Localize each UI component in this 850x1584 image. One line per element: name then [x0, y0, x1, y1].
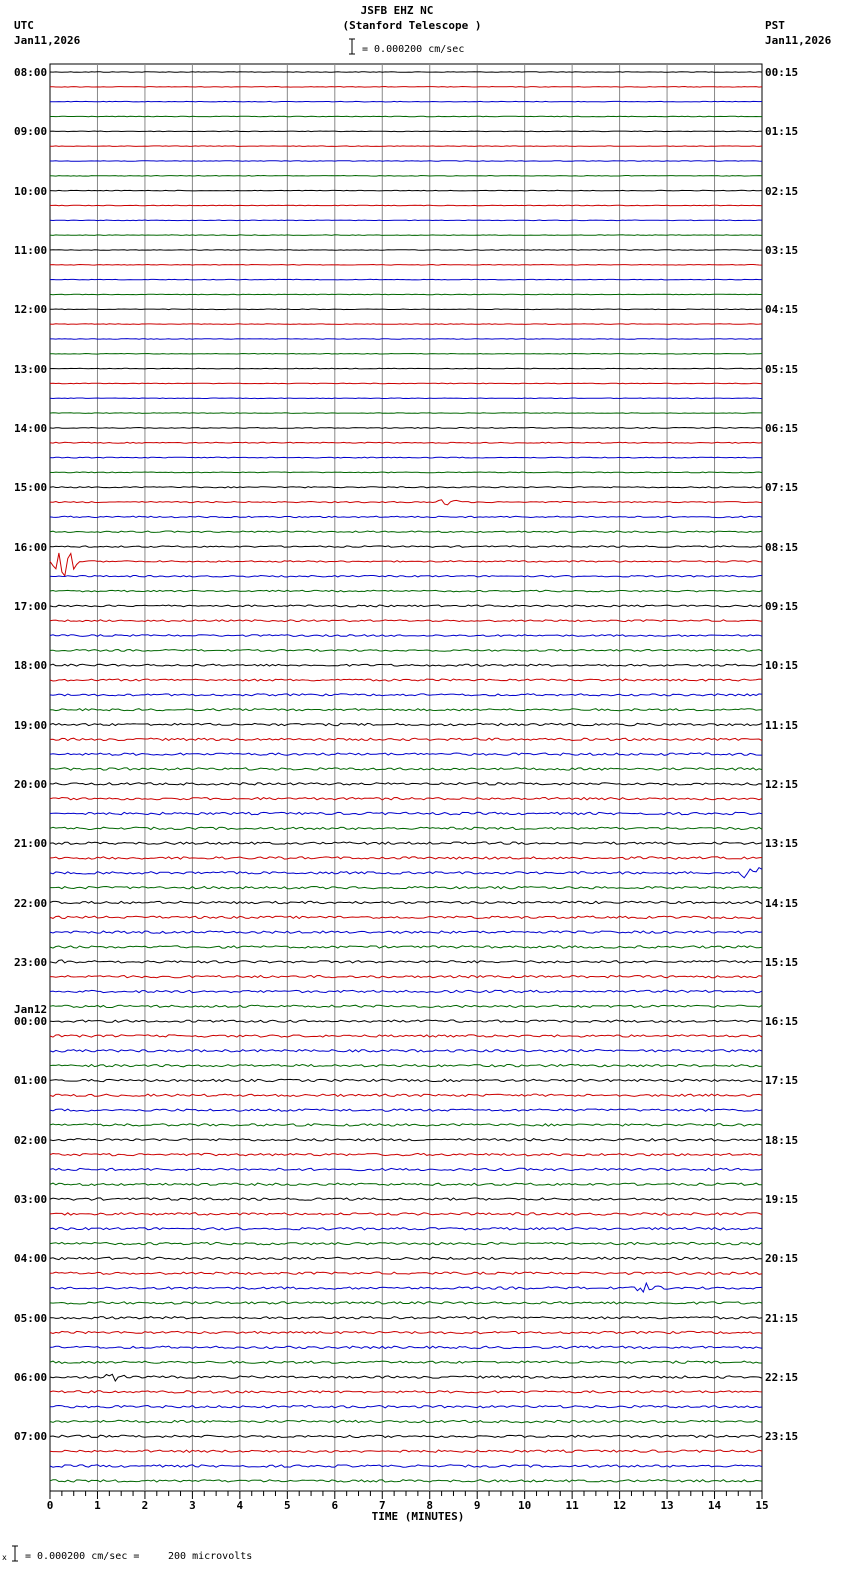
utc-hour-label: 16:00: [14, 540, 48, 554]
trace-line: [50, 1361, 762, 1363]
utc-hour-label: 01:00: [14, 1074, 48, 1088]
utc-hour-label: 23:00: [14, 955, 48, 969]
right-timezone: PST: [765, 19, 785, 32]
trace-line: [50, 457, 762, 458]
x-tick-label: 9: [473, 1499, 481, 1512]
trace-line: [50, 990, 762, 992]
trace-line: [50, 887, 762, 889]
trace-line: [50, 576, 762, 578]
trace-line: [50, 1109, 762, 1111]
utc-hour-label: 18:00: [14, 659, 48, 673]
time-axis: [47, 1491, 769, 1512]
x-tick-label: 8: [426, 1499, 434, 1512]
x-tick-label: 6: [331, 1499, 339, 1512]
trace-line: [50, 428, 762, 429]
pst-hour-label: 18:15: [765, 1133, 799, 1147]
trace-line: [50, 368, 762, 369]
trace-line: [50, 842, 762, 844]
station-location: (Stanford Telescope ): [342, 19, 482, 32]
pst-hour-label: 14:15: [765, 896, 799, 910]
pst-hour-label: 08:15: [765, 540, 799, 554]
trace-line: [50, 960, 762, 963]
utc-hour-label: 04:00: [14, 1252, 48, 1266]
pst-hour-label: 06:15: [765, 421, 799, 435]
pst-hour-label: 20:15: [765, 1252, 799, 1266]
trace-line: [50, 235, 762, 236]
utc-hour-label: 09:00: [14, 125, 48, 139]
trace-line: [50, 1317, 762, 1319]
trace-line: [50, 546, 762, 548]
trace-line: [50, 857, 762, 859]
x-tick-label: 15: [755, 1499, 769, 1512]
trace-line: [50, 1153, 762, 1155]
trace-line: [50, 694, 762, 696]
utc-hour-label: 03:00: [14, 1193, 48, 1207]
footer-corner-mark: x: [2, 1553, 7, 1562]
trace-line: [50, 1198, 762, 1200]
trace-line: [50, 620, 762, 622]
trace-line: [50, 976, 762, 978]
x-tick-label: 1: [94, 1499, 101, 1512]
station-title: JSFB EHZ NC: [360, 4, 434, 17]
trace-line: [50, 531, 762, 533]
pst-hour-label: 01:15: [765, 125, 799, 139]
right-date: Jan11,2026: [765, 34, 832, 47]
trace-line: [50, 220, 762, 221]
trace-line: [50, 723, 762, 725]
x-tick-label: 7: [378, 1499, 386, 1512]
trace-line: [50, 1050, 762, 1052]
pst-hour-label: 22:15: [765, 1371, 799, 1384]
utc-hour-label: 12:00: [14, 303, 48, 317]
pst-hour-label: 15:15: [765, 955, 799, 969]
trace-line: [50, 1242, 762, 1244]
trace-line: [50, 1168, 762, 1170]
trace-line: [50, 1124, 762, 1126]
utc-hour-label: 17:00: [14, 599, 48, 613]
trace-line: [50, 324, 762, 325]
trace-line: [50, 339, 762, 340]
trace-line: [50, 265, 762, 266]
x-tick-label: 5: [284, 1499, 291, 1512]
trace-line: [50, 87, 762, 88]
utc-hour-label: 11:00: [14, 244, 48, 257]
trace-line: [50, 1094, 762, 1096]
footer-scale-text: = 0.000200 cm/sec =: [25, 1551, 140, 1562]
trace-line: [50, 931, 762, 933]
trace-line: [50, 413, 762, 414]
trace-line: [50, 1035, 762, 1037]
x-tick-label: 12: [612, 1499, 627, 1512]
pst-hour-label: 04:15: [765, 303, 799, 317]
trace-line: [50, 294, 762, 295]
trace-line: [50, 1331, 762, 1333]
trace-line: [50, 116, 762, 117]
trace-line: [50, 1064, 762, 1066]
utc-hour-label: 02:00: [14, 1133, 48, 1147]
pst-hour-label: 17:15: [765, 1074, 799, 1088]
utc-hour-label: 00:00: [14, 1015, 48, 1029]
trace-line: [50, 176, 762, 177]
trace-line: [50, 398, 762, 399]
trace-line: [50, 101, 762, 102]
trace-line: [50, 131, 762, 132]
trace-line: [50, 1139, 762, 1141]
utc-hour-label: 20:00: [14, 777, 48, 791]
trace-line: [50, 1020, 762, 1022]
x-axis-label: TIME (MINUTES): [371, 1510, 465, 1523]
trace-line: [50, 783, 762, 785]
trace-line: [50, 1374, 762, 1381]
pst-hour-label: 07:15: [765, 481, 799, 495]
trace-line: [50, 664, 762, 666]
trace-line: [50, 487, 762, 488]
x-tick-label: 3: [189, 1499, 196, 1512]
trace-line: [50, 354, 762, 355]
trace-line: [50, 516, 762, 517]
utc-hour-label: 13:00: [14, 362, 48, 376]
utc-hour-label: 22:00: [14, 896, 48, 910]
trace-line: [50, 1183, 762, 1185]
trace-line: [50, 1465, 762, 1467]
trace-line: [50, 279, 762, 280]
utc-hour-label: 19:00: [14, 718, 48, 732]
pst-hour-label: 00:15: [765, 66, 799, 79]
trace-line: [50, 1079, 762, 1081]
trace-line: [50, 442, 762, 443]
x-tick-label: 2: [141, 1499, 149, 1512]
pst-hour-label: 16:15: [765, 1015, 799, 1029]
trace-line: [50, 635, 762, 637]
trace-line: [50, 605, 762, 607]
utc-hour-label: 08:00: [14, 66, 48, 79]
pst-hour-label: 09:15: [765, 599, 799, 613]
trace-line: [50, 916, 762, 918]
trace-line: [50, 553, 762, 576]
pst-hour-label: 19:15: [765, 1193, 799, 1207]
utc-hour-label: 10:00: [14, 184, 48, 198]
trace-line: [50, 1450, 762, 1452]
utc-hour-label: 15:00: [14, 481, 48, 495]
trace-line: [50, 768, 762, 770]
x-tick-label: 10: [518, 1499, 532, 1512]
utc-hour-label: 05:00: [14, 1311, 48, 1325]
trace-line: [50, 679, 762, 681]
pst-hour-label: 13:15: [765, 837, 799, 851]
pst-hour-label: 05:15: [765, 362, 799, 376]
pst-hour-label: 11:15: [765, 718, 799, 732]
x-tick-label: 11: [565, 1499, 579, 1512]
trace-line: [50, 1435, 762, 1437]
pst-hour-label: 12:15: [765, 777, 799, 791]
trace-line: [50, 1346, 762, 1348]
trace-line: [50, 590, 762, 592]
trace-line: [50, 500, 762, 505]
trace-line: [50, 161, 762, 162]
left-timezone: UTC: [14, 19, 34, 32]
trace-line: [50, 868, 762, 878]
trace-line: [50, 1228, 762, 1230]
utc-hour-label: 21:00: [14, 837, 48, 851]
pst-hour-label: 10:15: [765, 659, 799, 673]
x-tick-label: 0: [46, 1499, 54, 1512]
trace-line: [50, 309, 762, 310]
trace-line: [50, 753, 762, 755]
trace-line: [50, 738, 762, 740]
x-tick-label: 14: [707, 1499, 722, 1512]
trace-line: [50, 472, 762, 473]
trace-line: [50, 827, 762, 829]
utc-hour-label: 07:00: [14, 1430, 48, 1444]
footer-microvolts: 200 microvolts: [168, 1551, 253, 1562]
pst-hour-label: 02:15: [765, 184, 799, 198]
trace-line: [50, 1420, 762, 1422]
trace-line: [50, 812, 762, 814]
trace-line: [50, 798, 762, 800]
trace-line: [50, 1272, 762, 1274]
pst-hour-label: 23:15: [765, 1430, 799, 1444]
date-change-label: Jan12: [14, 1003, 48, 1016]
trace-line: [50, 1480, 762, 1482]
trace-line: [50, 1005, 762, 1007]
footer-scale-bar-icon: [10, 1545, 20, 1563]
trace-line: [50, 1257, 762, 1259]
trace-line: [50, 205, 762, 206]
trace-line: [50, 709, 762, 711]
x-tick-label: 4: [236, 1499, 244, 1512]
plot-frame: [50, 64, 762, 1491]
pst-hour-label: 03:15: [765, 244, 799, 257]
trace-line: [50, 1283, 762, 1292]
scale-text: = 0.000200 cm/sec: [362, 44, 465, 55]
scale-bar-icon: [347, 38, 357, 56]
trace-line: [50, 146, 762, 147]
trace-line: [50, 190, 762, 191]
trace-line: [50, 1406, 762, 1408]
trace-line: [50, 72, 762, 73]
trace-line: [50, 946, 762, 948]
x-tick-label: 13: [660, 1499, 674, 1512]
utc-hour-label: 14:00: [14, 421, 48, 435]
trace-line: [50, 650, 762, 652]
seismic-traces: [50, 72, 762, 1482]
minute-gridlines: [97, 64, 714, 1491]
trace-line: [50, 901, 762, 903]
pst-hour-label: 21:15: [765, 1311, 799, 1325]
utc-hour-label: 06:00: [14, 1371, 48, 1384]
trace-line: [50, 1302, 762, 1304]
trace-line: [50, 1391, 762, 1393]
left-date: Jan11,2026: [14, 34, 81, 47]
trace-line: [50, 383, 762, 384]
trace-line: [50, 250, 762, 251]
trace-line: [50, 1213, 762, 1215]
